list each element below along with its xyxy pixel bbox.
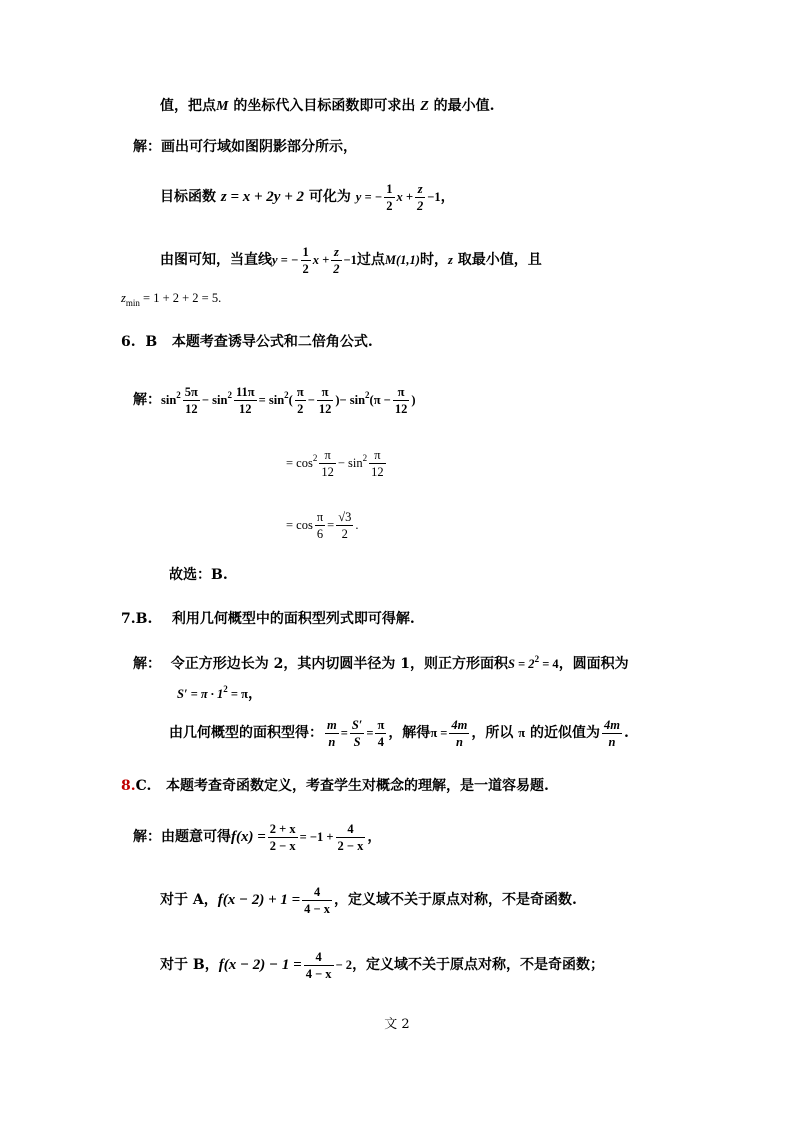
- question-7-header: [121, 610, 415, 628]
- text: 令正方形边长为 2，其内切圆半径为 1，则正方形面积: [170, 656, 508, 672]
- text: 由几何概型的面积型得：: [169, 725, 323, 741]
- fraction: $\frac{\pi}{12}$: [394, 384, 408, 416]
- text: 过点: [356, 252, 385, 268]
- math: f(x − 2) − 1 =: [218, 957, 302, 973]
- text: ，解得: [388, 725, 431, 741]
- fraction: $\frac{z}{2}$: [333, 244, 340, 276]
- text: ，圆面积为: [558, 656, 629, 672]
- solution-7-line-2: $S' = \pi \cdot 1^2 = \pi$，: [177, 684, 263, 702]
- text: ，: [248, 686, 263, 702]
- page-footer: 文 2: [384, 1017, 410, 1032]
- min-value-line: $z_{min} = 1 + 2 + 2 = 5$.: [121, 291, 222, 308]
- fraction: $\frac{2 + x}{2 - x}$: [269, 821, 296, 853]
- point-M: M(1,1): [384, 253, 420, 267]
- text: ，: [440, 189, 455, 205]
- math: x +: [396, 190, 414, 204]
- text-line-1: [160, 97, 495, 116]
- math: −1: [427, 190, 441, 204]
- fraction: $\frac{S'}{S}$: [351, 717, 363, 749]
- var-M: M: [216, 99, 229, 114]
- fraction: $\frac{1}{2}$: [386, 181, 393, 213]
- text: ，: [367, 829, 382, 845]
- text: 解：画出可行域如图阴影部分所示，: [133, 139, 357, 155]
- fraction: $\frac{5\pi}{12}$: [184, 384, 198, 416]
- fraction: $\frac{4}{2 - x}$: [337, 821, 364, 853]
- fraction: $\frac{4}{4 - x}$: [304, 884, 331, 916]
- text: 本题考查诱导公式和二倍角公式.: [171, 334, 373, 350]
- text: 由图可知，当直线: [160, 252, 272, 268]
- solution-7-line-3: 由几何概型的面积型得： $\frac{m}{n}$ = $\frac{S'}{S}$ = $\frac{\pi}{4}$ ，解得π = $\frac{4m}{n}$ ，所以 π 的近似值为 $\frac{4m}{n}$ .: [169, 717, 629, 749]
- answer: C.: [135, 778, 152, 794]
- math: S′ = π · 1: [177, 687, 224, 701]
- fraction: $\frac{4}{4 - x}$: [305, 949, 332, 981]
- math: −1: [343, 253, 357, 267]
- equation: = 1 + 2 + 2 = 5: [139, 291, 219, 305]
- question-number: 8.: [121, 778, 136, 794]
- subscript: min: [125, 298, 140, 308]
- question-8-header: [121, 777, 549, 795]
- fraction: $\frac{m}{n}$: [327, 717, 337, 749]
- text: 可化为: [304, 189, 356, 205]
- fraction: $\frac{4m}{n}$: [604, 717, 620, 749]
- math: S = 2: [507, 657, 535, 671]
- fraction: $\frac{√3}{2}$: [338, 509, 352, 541]
- math: f(x) =: [231, 829, 266, 845]
- solution-intro: [133, 138, 357, 156]
- solution-6-line-2: = $\cos^2$ $\frac{\pi}{12}$ − $\sin^2$ $\frac{\pi}{12}$: [286, 447, 384, 479]
- solution-8-option-a: [160, 883, 577, 917]
- fraction: $\frac{z}{2}$: [417, 181, 424, 213]
- fraction: $\frac{\pi}{6}$: [316, 509, 324, 541]
- solution-7-line-1: 解： 令正方形边长为 2，其内切圆半径为 1，则正方形面积$S = 2^2 = 4$，圆面积为: [133, 654, 629, 672]
- math: y = −: [272, 253, 299, 267]
- objective-line: [160, 180, 455, 214]
- question-number: 7.B.: [121, 611, 153, 627]
- equation: z = x + 2y + 2: [220, 189, 305, 205]
- fraction: $\frac{\pi}{12}$: [321, 447, 334, 479]
- text: 故选：B.: [169, 567, 228, 583]
- text: 解：由题意可得: [133, 829, 231, 845]
- fraction: $\frac{\pi}{4}$: [377, 717, 385, 749]
- var-z: z: [447, 253, 453, 267]
- text: 时，: [419, 252, 448, 268]
- answer: B: [145, 334, 158, 350]
- fraction: $\frac{1}{2}$: [302, 244, 309, 276]
- fraction: $\frac{11\pi}{12}$: [235, 384, 255, 416]
- text: ，定义域不关于原点对称，不是奇函数；: [352, 957, 605, 973]
- fraction: $\frac{\pi}{12}$: [318, 384, 332, 416]
- var-z: z: [121, 291, 126, 305]
- fraction: $\frac{\pi}{12}$: [371, 447, 384, 479]
- fraction: $\frac{4m}{n}$: [451, 717, 468, 749]
- graph-line: [160, 243, 542, 277]
- choice-6: [169, 566, 228, 584]
- question-number: 6.: [121, 334, 136, 350]
- solution-6-line-3: = cos $\frac{\pi}{6}$ = $\frac{√3}{2}$ .: [286, 509, 359, 541]
- text: 利用几何概型中的面积型列式即可得解.: [171, 611, 415, 627]
- text: 对于 B，: [160, 957, 219, 973]
- text: 解：: [133, 392, 161, 408]
- var-Z: Z: [420, 99, 429, 114]
- text: 的最小值.: [428, 98, 495, 114]
- math: x +: [312, 253, 330, 267]
- text: 目标函数: [160, 189, 221, 205]
- question-6-header: [121, 333, 373, 351]
- text: 的坐标代入目标函数即可求出: [228, 98, 421, 114]
- text: 取最小值，且: [452, 252, 542, 268]
- text: 解：: [133, 656, 161, 672]
- math: f(x − 2) + 1 =: [217, 892, 301, 908]
- math: y = −: [355, 190, 383, 204]
- solution-8-line-1: 解：由题意可得f(x) = $\frac{2 + x}{2 - x}$ = −1 + $\frac{4}{2 - x}$ ，: [133, 821, 382, 853]
- text: 对于 A，: [160, 892, 218, 908]
- fraction: $\frac{\pi}{2}$: [296, 384, 304, 416]
- solution-8-option-b: 对于 B，f(x − 2) − 1 = $\frac{4}{4 - x}$ − 2，定义域不关于原点对称，不是奇函数；: [160, 949, 605, 981]
- text: 本题考查奇函数定义，考查学生对概念的理解，是一道容易题.: [166, 778, 549, 794]
- text: 值，把点: [160, 98, 216, 114]
- solution-6-line-1: 解：$\sin^2$ $\frac{5\pi}{12}$ − $\sin^2$ $\frac{11\pi}{12}$ = $\sin^2$( $\frac{\pi}{2}$ − $\frac{\pi}{12}$ )− $\sin^2(\pi$ − $\frac{\pi}{12}$ ): [133, 384, 416, 416]
- text: 的近似值为: [525, 725, 601, 741]
- text: ，定义域不关于原点对称，不是奇函数.: [334, 892, 577, 908]
- text: ，所以: [471, 725, 519, 741]
